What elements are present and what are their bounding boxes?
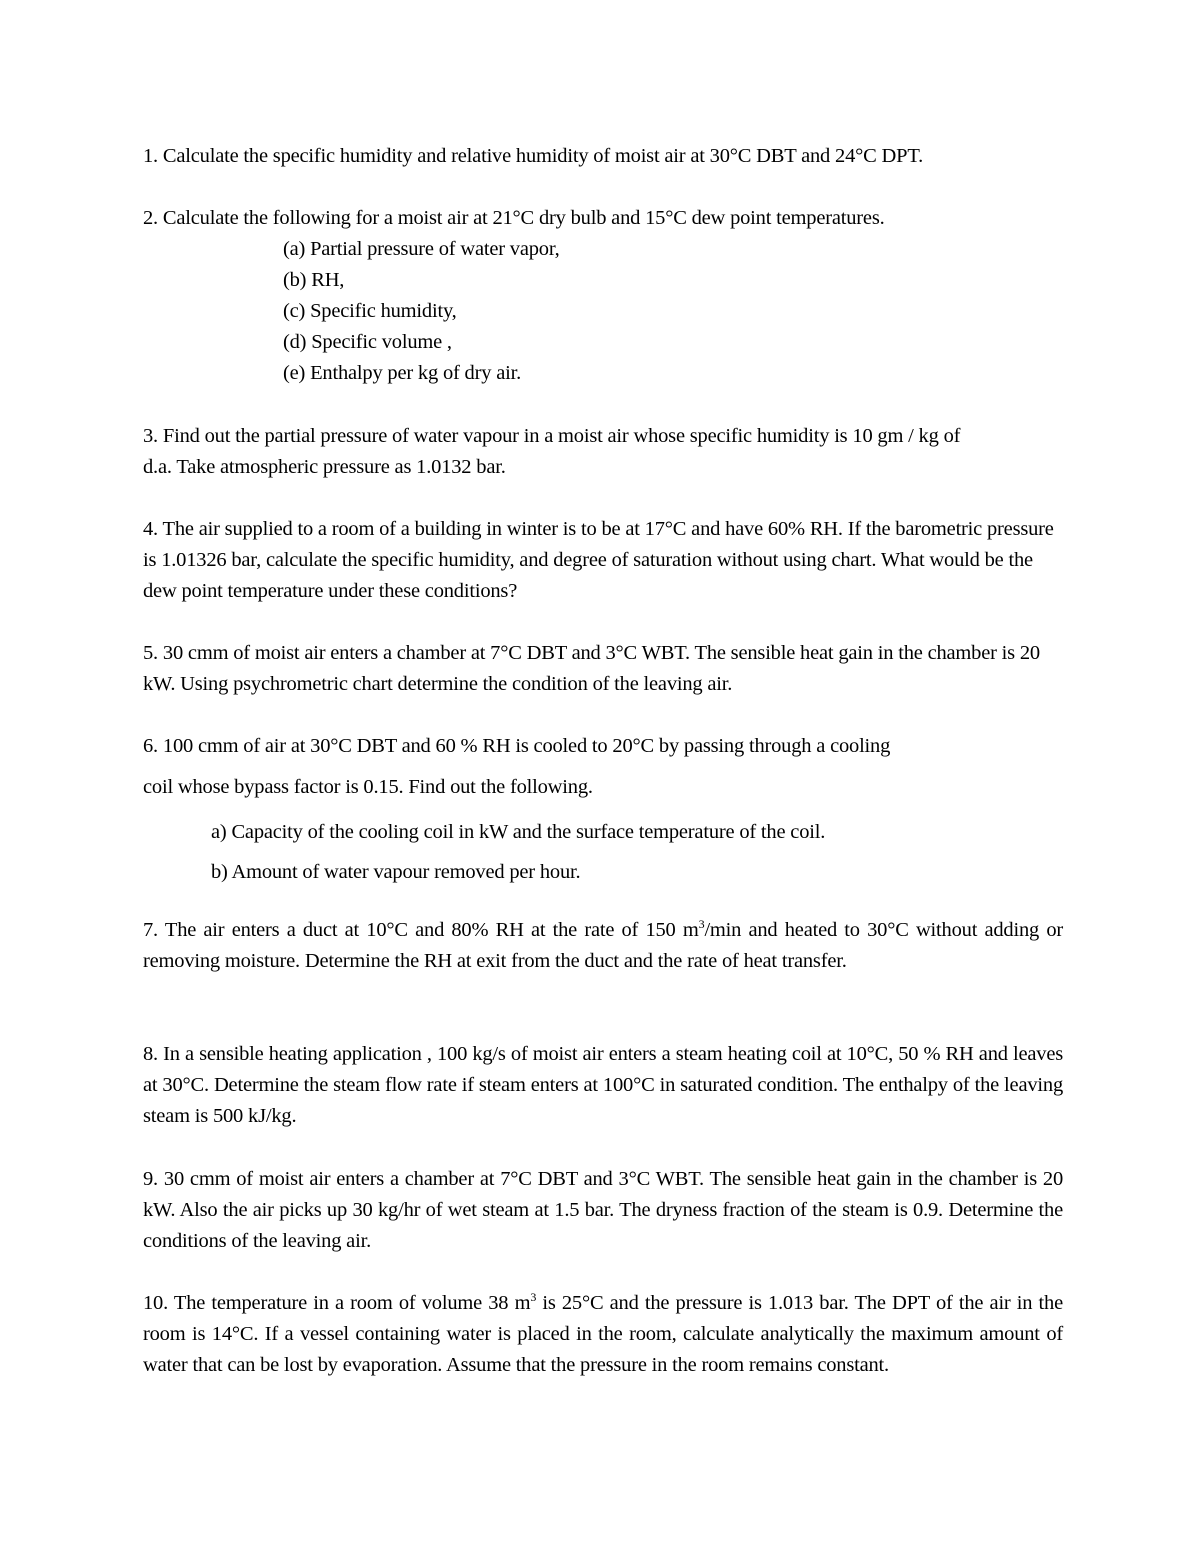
question-10 [143, 1288, 1063, 1381]
question-2-parts [283, 234, 560, 389]
question-7-text-start: 7. The air enters a duct at 10°C and 80% RH at the rate of 150 m [143, 919, 699, 941]
question-1 [143, 141, 1063, 172]
question-2-part-e: (e) Enthalpy per kg of dry air. [283, 362, 522, 384]
question-7-superscript: 3 [698, 917, 705, 932]
question-2-part-c: (c) Specific humidity, [283, 300, 457, 322]
question-3-line-1: 3. Find out the partial pressure of water vapour in a moist air whose specific humidity is 10 gm / kg of [143, 425, 961, 447]
question-10-text-start: 10. The temperature in a room of volume 38 m [143, 1292, 531, 1314]
question-6-line-1: 6. 100 cmm of air at 30°C DBT and 60 % RH is cooled to 20°C by passing through a cooling [143, 735, 891, 757]
question-6-continued [143, 772, 1063, 803]
question-10-superscript: 3 [530, 1290, 537, 1305]
question-6-line-2: coil whose bypass factor is 0.15. Find out the following. [143, 776, 593, 798]
question-6-part-a: a) Capacity of the cooling coil in kW and the surface temperature of the coil. [211, 821, 826, 843]
question-1-text: 1. Calculate the specific humidity and relative humidity of moist air at 30°C DBT and 24°C DPT. [143, 145, 924, 167]
question-3-line-2: d.a. Take atmospheric pressure as 1.0132 bar. [143, 456, 506, 478]
question-6 [143, 731, 1063, 762]
question-5-text: 5. 30 cmm of moist air enters a chamber at 7°C DBT and 3°C WBT. The sensible heat gain in the chamber is 20 kW. Using psychrometric chart determine the condition of the leaving air. [143, 642, 1040, 695]
question-8 [143, 1039, 1063, 1132]
question-10-paragraph [143, 1288, 1063, 1381]
question-7-paragraph [143, 915, 1063, 977]
question-4 [143, 514, 1063, 607]
question-2-part-b: (b) RH, [283, 269, 345, 291]
question-10-text-end: is 25°C and the pressure is 1.013 bar. The DPT of the air in the room is 14°C. If a vessel containing water is placed in the room, calculate analytically the maximum amount of water that can be lost by evaporation. Assume that the pressure in the room remains constant. [143, 1292, 1063, 1376]
question-2-part-a: (a) Partial pressure of water vapor, [283, 238, 560, 260]
question-7 [143, 915, 1063, 977]
question-7-text-end: /min and heated to 30°C without adding or removing moisture. Determine the RH at exit from the duct and the rate of heat transfer. [143, 919, 1063, 972]
question-2-part-d: (d) Specific volume , [283, 331, 452, 353]
question-2-text: 2. Calculate the following for a moist air at 21°C dry bulb and 15°C dew point temperatures. [143, 207, 885, 229]
question-8-text: 8. In a sensible heating application , 100 kg/s of moist air enters a steam heating coil at 10°C, 50 % RH and leaves at 30°C. Determine the steam flow rate if steam enters at 100°C in saturated condition. The enthalpy of the leaving steam is 500 kJ/kg. [143, 1043, 1063, 1127]
question-9 [143, 1164, 1063, 1257]
question-2 [143, 203, 1063, 234]
question-6-parts [211, 812, 825, 892]
question-3 [143, 421, 1123, 483]
question-4-text: 4. The air supplied to a room of a building in winter is to be at 17°C and have 60% RH. If the barometric pressure is 1.01326 bar, calculate the specific humidity, and degree of saturation without using chart. What would be the dew point temperature under these conditions? [143, 518, 1054, 602]
question-5 [143, 638, 1063, 700]
question-6-part-b: b) Amount of water vapour removed per hour. [211, 861, 581, 883]
question-9-text: 9. 30 cmm of moist air enters a chamber at 7°C DBT and 3°C WBT. The sensible heat gain in the chamber is 20 kW. Also the air picks up 30 kg/hr of wet steam at 1.5 bar. The dryness fraction of the steam is 0.9. Determine the conditions of the leaving air. [143, 1168, 1063, 1252]
